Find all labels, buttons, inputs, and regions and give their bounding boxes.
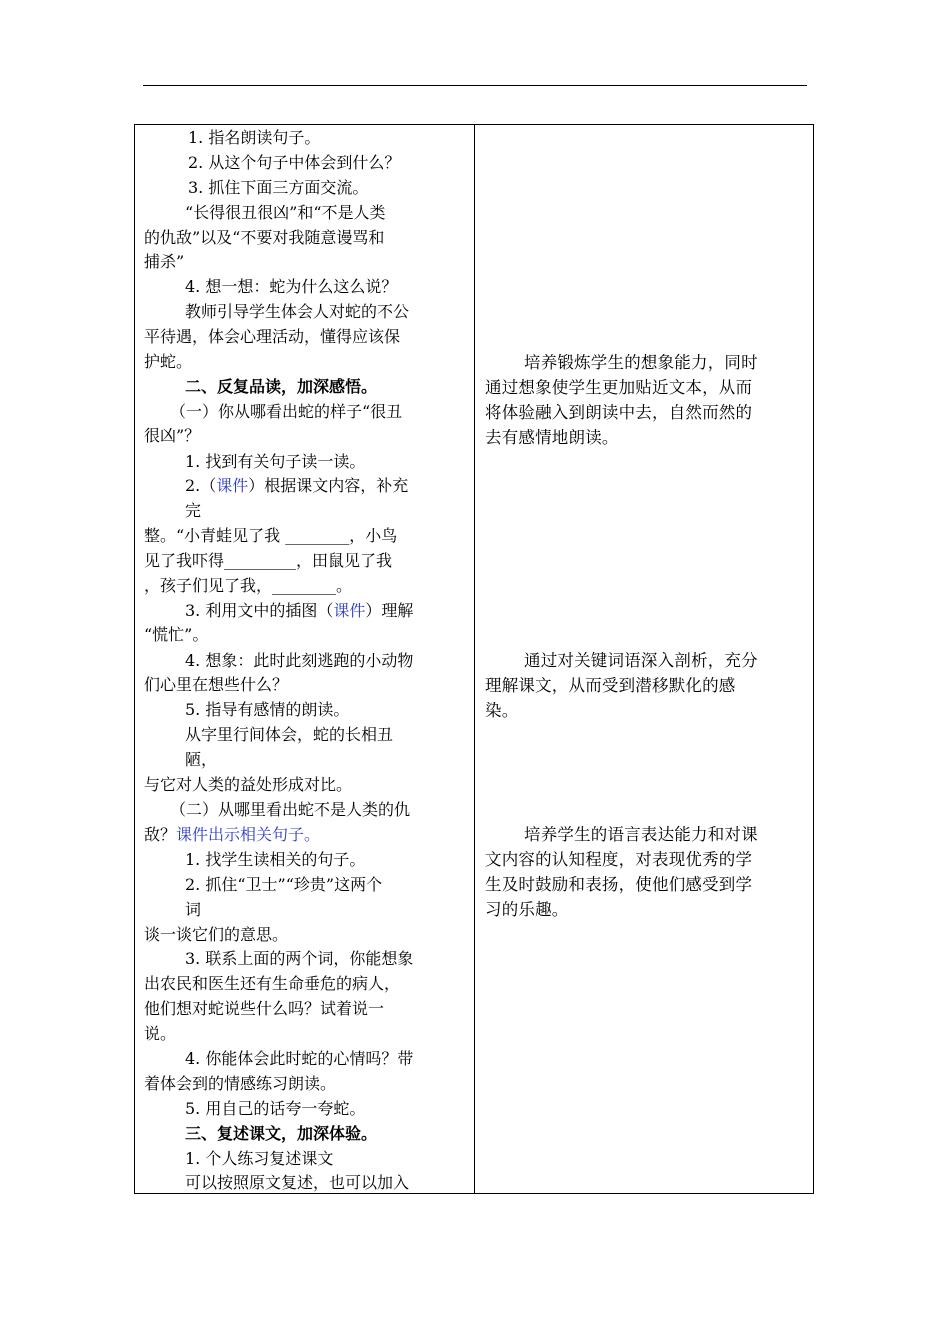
text-line: 说。 — [144, 1024, 177, 1043]
text-line: 3. 抓住下面三方面交流。 — [188, 178, 369, 197]
text-line: 陋， — [185, 750, 218, 769]
text-line: 整。“小青蛙见了我 ________，小鸟 — [144, 526, 398, 545]
text-line: 1. 个人练习复述课文 — [185, 1149, 334, 1168]
text-line: 他们想对蛇说些什么吗？试着说一 — [144, 999, 385, 1018]
text-line: （一）你从哪看出蛇的样子“很丑 — [170, 402, 403, 421]
text-line: “慌忙”。 — [144, 625, 209, 644]
text-line: 谈一谈它们的意思。 — [144, 925, 289, 944]
text-line — [185, 474, 408, 498]
text-line: 护蛇。 — [144, 352, 193, 371]
text-line: 可以按照原文复述，也可以加入 — [185, 1173, 410, 1192]
text-line: 4. 你能体会此时蛇的心情吗？带 — [185, 1049, 414, 1068]
courseware-link[interactable]: 课件 — [333, 601, 366, 620]
text-line: （二）从哪里看出蛇不是人类的仇 — [170, 800, 411, 819]
text-line: 5. 指导有感情的朗读。 — [185, 700, 350, 719]
text-line: 2. 抓住“卫士”“珍贵”这两个 — [185, 875, 383, 894]
text-line: 理解课文，从而受到潜移默化的感 — [485, 676, 736, 695]
text-line: 们心里在想些什么？ — [144, 675, 289, 694]
text-line: 习的乐趣。 — [485, 900, 569, 919]
text-segment: 2.（ — [185, 476, 217, 495]
text-line: 着体会到的情感练习朗读。 — [144, 1074, 337, 1093]
text-line: “长得很丑很凶”和“不是人类 — [185, 203, 386, 222]
section-heading: 三、复述课文，加深体验。 — [185, 1124, 378, 1143]
text-line: 去有感情地朗读。 — [485, 428, 619, 447]
text-line: 词 — [185, 900, 202, 919]
text-line: 教师引导学生体会人对蛇的不公 — [185, 302, 410, 321]
text-line: 培养锻炼学生的想象能力，同时 — [524, 353, 758, 372]
section-heading: 二、反复品读，加深感悟。 — [185, 377, 378, 396]
text-line: 见了我吓得_________，田鼠见了我 — [144, 551, 393, 570]
text-line: 通过对关键词语深入剖析，充分 — [524, 651, 758, 670]
column-divider — [474, 124, 475, 1194]
text-line: 染。 — [485, 701, 519, 720]
text-line: 完 — [185, 501, 202, 520]
text-segment: 敌？ — [144, 825, 177, 844]
text-line: 与它对人类的益处形成对比。 — [144, 775, 353, 794]
text-segment: ）根据课文内容，补充 — [248, 476, 409, 495]
text-line: 通过想象使学生更加贴近文本，从而 — [485, 378, 753, 397]
text-line: 5. 用自己的话夸一夸蛇。 — [185, 1099, 366, 1118]
text-line: 4. 想一想：蛇为什么这么说？ — [185, 277, 398, 296]
text-line: 1. 找学生读相关的句子。 — [185, 850, 366, 869]
text-line: 从字里行间体会，蛇的长相丑 — [185, 725, 394, 744]
text-line: 的仇敌”以及“不要对我随意谩骂和 — [144, 228, 385, 247]
text-line: 1. 指名朗读句子。 — [188, 128, 321, 147]
text-line: 出农民和医生还有生命垂危的病人， — [144, 974, 401, 993]
text-line: ，孩子们见了我，________。 — [144, 576, 353, 595]
text-line: 培养学生的语言表达能力和对课 — [524, 825, 758, 844]
header-rule — [143, 85, 807, 86]
text-line: 文内容的认知程度，对表现优秀的学 — [485, 850, 753, 869]
text-line: 3. 联系上面的两个词，你能想象 — [185, 949, 414, 968]
text-segment: 3. 利用文中的插图（ — [185, 601, 334, 620]
text-line — [185, 599, 413, 623]
text-line: 2. 从这个句子中体会到什么？ — [188, 153, 401, 172]
courseware-link[interactable]: 课件出示相关句子。 — [176, 825, 321, 844]
courseware-link[interactable]: 课件 — [216, 476, 249, 495]
text-line — [144, 823, 320, 847]
text-line: 捕杀” — [144, 252, 185, 271]
text-line: 平待遇，体会心理活动，懂得应该保 — [144, 327, 401, 346]
text-line: 很凶”？ — [144, 426, 201, 445]
text-line: 生及时鼓励和表扬，使他们感受到学 — [485, 875, 753, 894]
text-line: 1. 找到有关句子读一读。 — [185, 452, 366, 471]
text-segment: ）理解 — [365, 601, 414, 620]
text-line: 4. 想象：此时此刻逃跑的小动物 — [185, 651, 414, 670]
text-line: 将体验融入到朗读中去，自然而然的 — [485, 403, 753, 422]
